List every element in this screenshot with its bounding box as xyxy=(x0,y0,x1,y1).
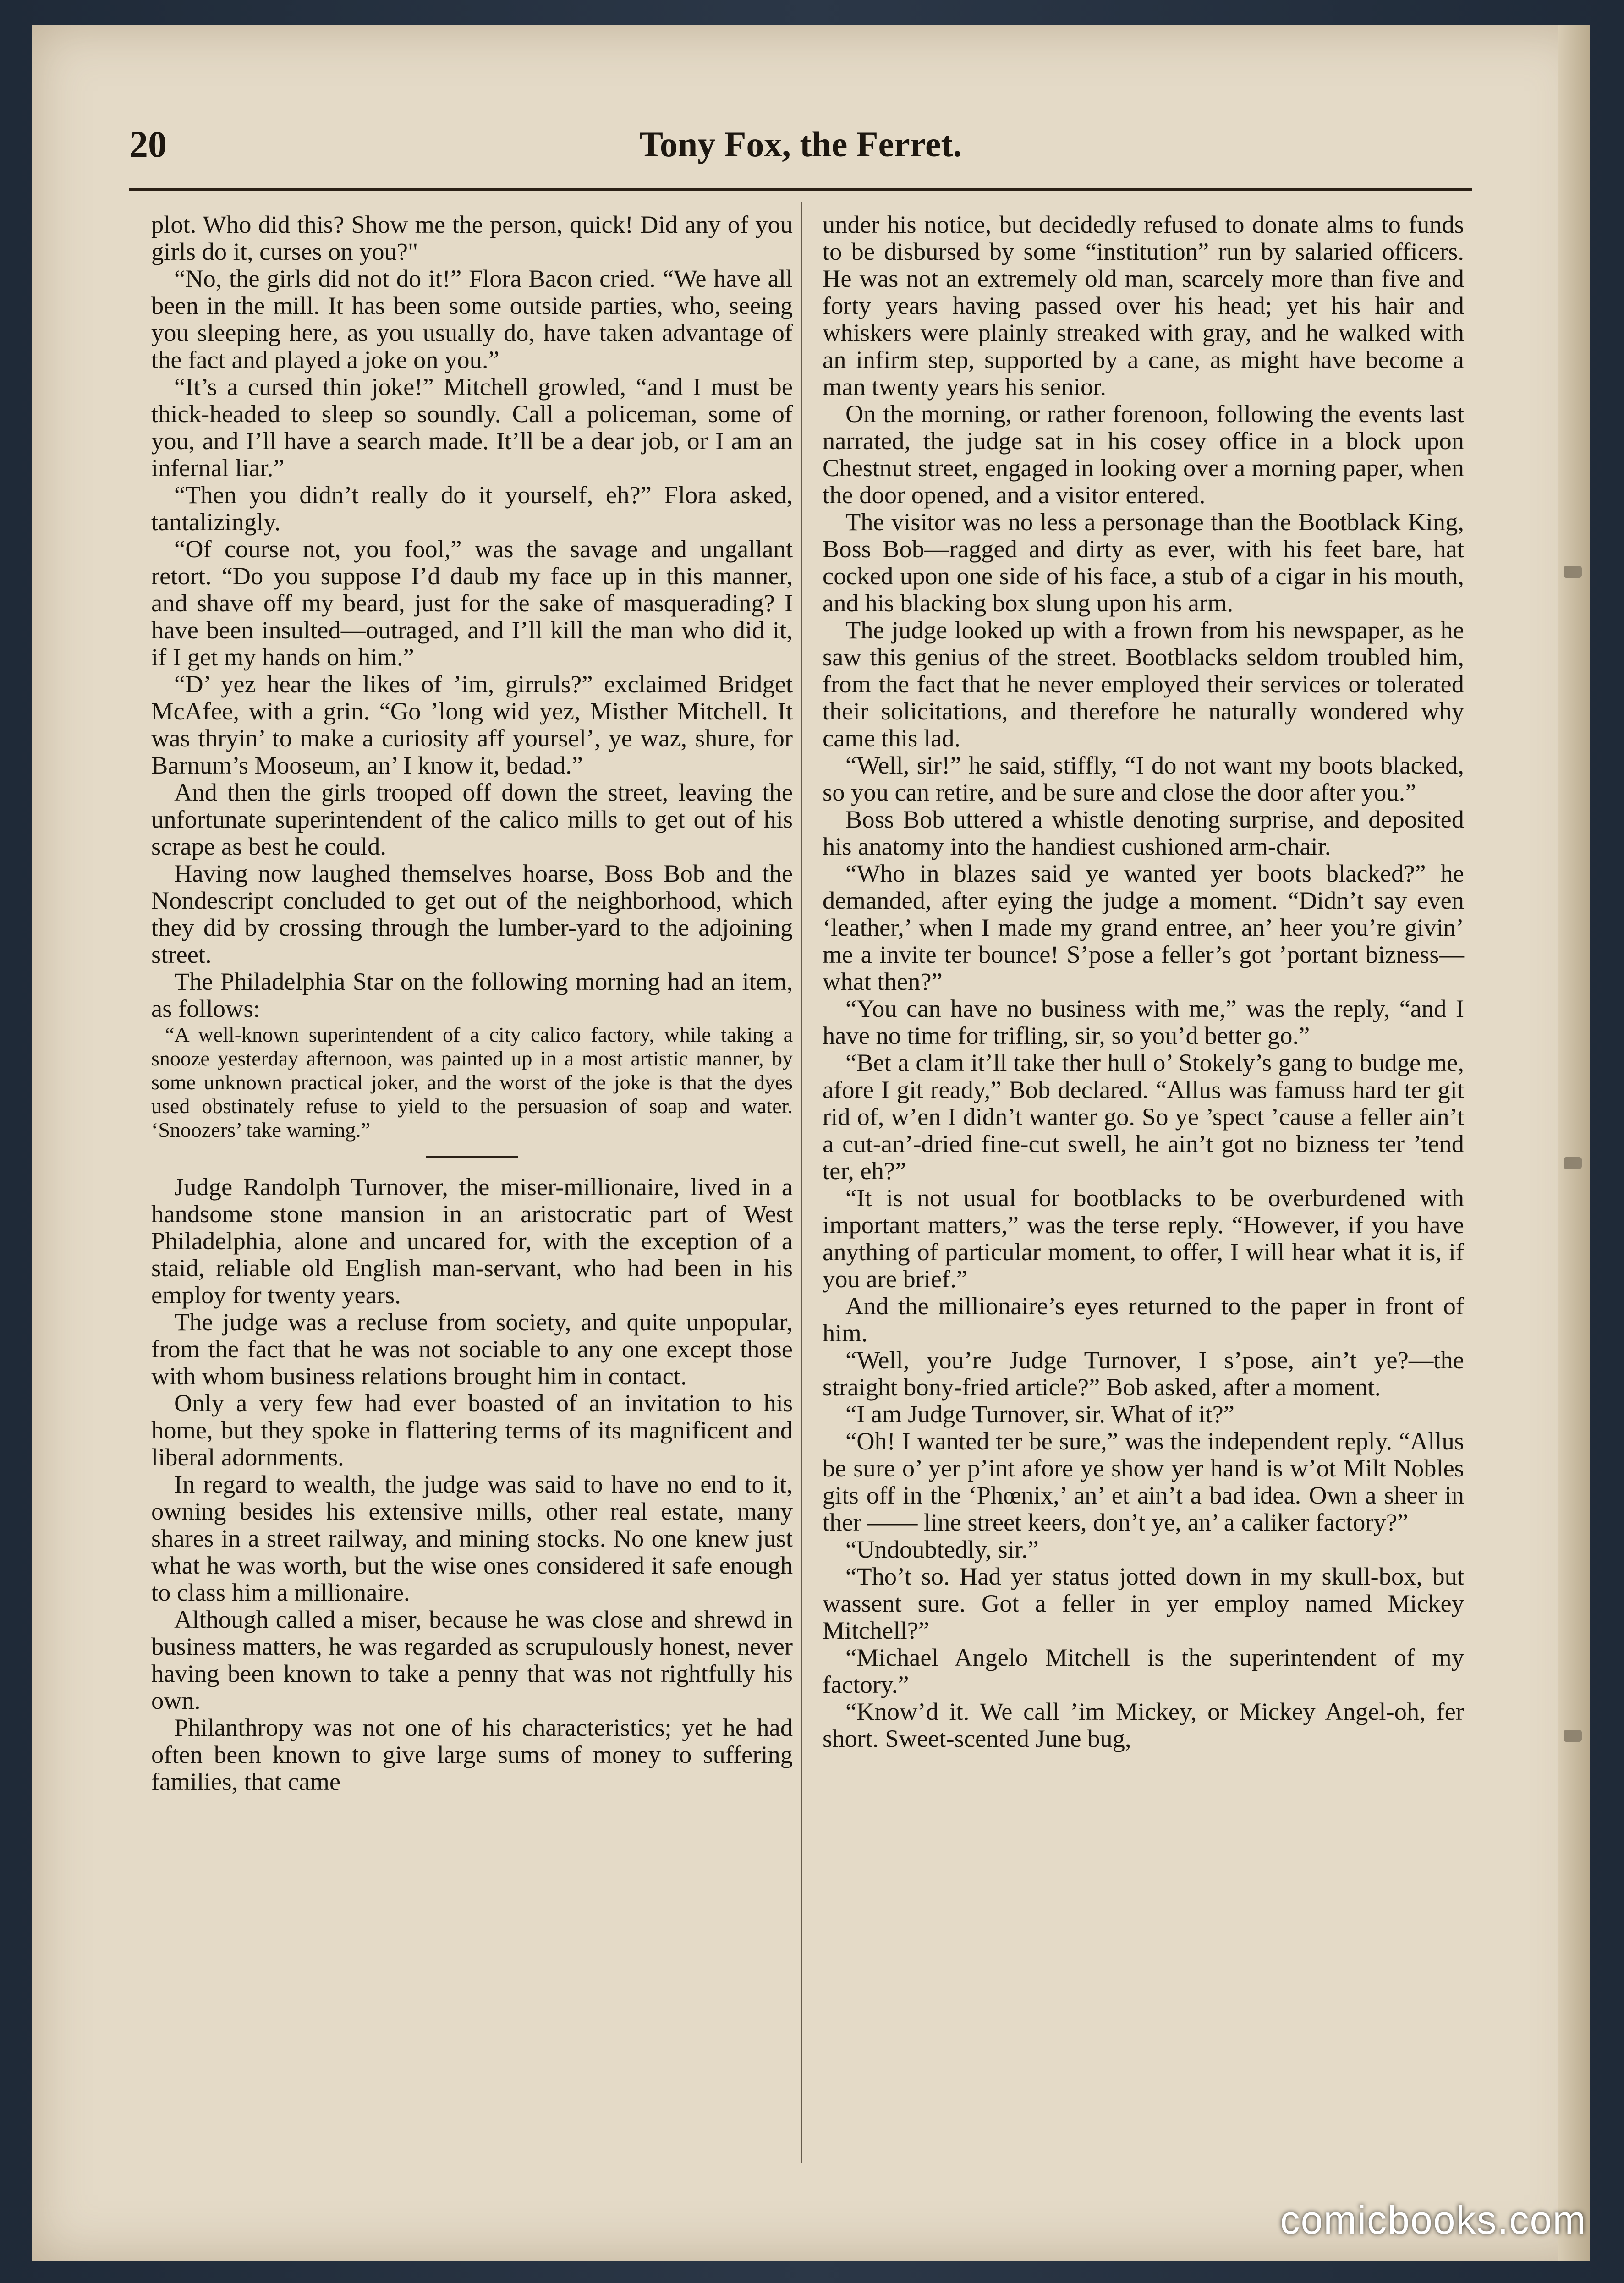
quoted-item: “A well-known superintendent of a city calico factory, while taking a snooze yesterday afternoon, was painted up in a most artistic manner, by some unknown practical joker, and the worst of the joke is that the dyes used obstinately refuse to yield to the persuasion of soap and water. ‘Snoozers’ take warning.” xyxy=(151,1023,793,1142)
paragraph: “Well, you’re Judge Turnover, I s’pose, ain’t ye?—the straight bony-fried article?” Bob asked, after a moment. xyxy=(823,1346,1464,1401)
running-title: Tony Fox, the Ferret. xyxy=(639,124,962,164)
paragraph: On the morning, or rather forenoon, following the events last narrated, the judge sat in his cosey office in a block upon Chestnut street, engaged in looking over a morning paper, when the door opened, and a visitor entered. xyxy=(823,400,1464,509)
paragraph: “Oh! I wanted ter be sure,” was the independent reply. “Allus be sure o’ yer p’int afore ye show yer hand is w’ot Milt Nobles gits off in the ‘Phœnix,’ an’ et ain’t a bad idea. Own a sheer in ther —— line street keers, don’t ye, an’ a caliker factory?” xyxy=(823,1427,1464,1536)
paragraph: And the millionaire’s eyes returned to the paper in front of him. xyxy=(823,1292,1464,1347)
paragraph: “Well, sir!” he said, stiffly, “I do not want my boots blacked, so you can retire, and be sure and close the door after you.” xyxy=(823,751,1464,806)
paragraph: “Who in blazes said ye wanted yer boots blacked?” he demanded, after eying the judge a moment. “Didn’t say even ‘leather,’ when I made my grand entree, an’ heer you’re givin’ me a invite ter bounce! S’pose a feller’s got ’portant bizness—what then?” xyxy=(823,859,1464,995)
paragraph: Philanthropy was not one of his characteristics; yet he had often been known to give large sums of money to suffering families, that came xyxy=(151,1713,793,1795)
page-spine xyxy=(1558,25,1590,2261)
paragraph: The visitor was no less a personage than the Bootblack King, Boss Bob—ragged and dirty as ever, with his feet bare, hat cocked upon one side of his face, a stub of a cigar in his mouth, and his blacking box slung upon his arm. xyxy=(823,508,1464,617)
paragraph: “Bet a clam it’ll take ther hull o’ Stokely’s gang to budge me, afore I git ready,” Bob declared. “Allus was famuss hard ter git rid of, w’en I didn’t wanter go. So ye ’spect ’cause a feller ain’t a cut-an’-dried fine-cut swell, he ain’t got no bizness ter ’tend ter, eh?” xyxy=(823,1048,1464,1185)
column-divider xyxy=(801,202,802,2163)
paragraph: The judge was a recluse from society, and quite unpopular, from the fact that he was not sociable to any one except those with whom business relations brought him in contact. xyxy=(151,1308,793,1390)
paragraph: “D’ yez hear the likes of ’im, girruls?” exclaimed Bridget McAfee, with a grin. “Go ’long wid yez, Misther Mitchell. It was thryin’ to make a curiosity aff yoursel’, ye waz, shure, for Barnum’s Mooseum, an’ I know it, bedad.” xyxy=(151,670,793,779)
paragraph: Judge Randolph Turnover, the miser-millionaire, lived in a handsome stone mansion in an aristocratic part of West Philadelphia, alone and uncared for, with the exception of a staid, reliable old English man-servant, who had been in his employ for twenty years. xyxy=(151,1173,793,1309)
watermark: comicbooks.com xyxy=(1280,2198,1586,2242)
paragraph: “Of course not, you fool,” was the savage and ungallant retort. “Do you suppose I’d daub my face up in this manner, and shave off my beard, just for the sake of masquerading? I have been insulted—outraged, and I’ll kill the man who did it, if I get my hands on him.” xyxy=(151,535,793,671)
paragraph: “It’s a cursed thin joke!” Mitchell growled, “and I must be thick-headed to sleep so soundly. Call a policeman, some of you, and I’ll have a search made. It’ll be a dear job, or I am an infernal liar.” xyxy=(151,373,793,482)
paragraph: plot. Who did this? Show me the person, quick! Did any of you girls do it, curses on you?" xyxy=(151,210,793,265)
page-number: 20 xyxy=(129,123,167,165)
section-divider xyxy=(426,1156,518,1158)
running-head xyxy=(129,124,1472,165)
paragraph: Only a very few had ever boasted of an invitation to his home, but they spoke in flattering terms of its magnificent and liberal adornments. xyxy=(151,1389,793,1471)
paragraph: under his notice, but decidedly refused to donate alms to funds to be disbursed by some “institution” run by salaried officers. He was not an extremely old man, scarcely more than five and forty years having passed over his head; yet his hair and whiskers were plainly streaked with gray, and he walked with an infirm step, supported by a cane, as might have become a man twenty years his senior. xyxy=(823,210,1464,401)
binding-stitch xyxy=(1564,1157,1582,1169)
binding-stitch xyxy=(1564,566,1582,578)
right-column xyxy=(823,211,1464,1752)
paragraph: Boss Bob uttered a whistle denoting surprise, and deposited his anatomy into the handiest cushioned arm-chair. xyxy=(823,805,1464,860)
paragraph: “You can have no business with me,” was the reply, “and I have no time for trifling, sir, so you’d better go.” xyxy=(823,994,1464,1049)
paragraph: Having now laughed themselves hoarse, Boss Bob and the Nondescript concluded to get out of the neighborhood, which they did by crossing through the lumber-yard to the adjoining street. xyxy=(151,859,793,968)
paragraph: “It is not usual for bootblacks to be overburdened with important matters,” was the terse reply. “However, if you have anything of particular moment, to offer, I will hear what it is, if you are brief.” xyxy=(823,1184,1464,1293)
paragraph: Although called a miser, because he was close and shrewd in business matters, he was regarded as scrupulously honest, never having been known to take a penny that was not rightfully his own. xyxy=(151,1605,793,1714)
left-column xyxy=(151,211,793,1795)
paragraph: And then the girls trooped off down the street, leaving the unfortunate superintendent of the calico mills to get out of his scrape as best he could. xyxy=(151,778,793,860)
binding-stitch xyxy=(1564,1730,1582,1742)
paragraph: In regard to wealth, the judge was said to have no end to it, owning besides his extensive mills, other real estate, many shares in a street railway, and mining stocks. No one knew just what he was worth, but the wise ones considered it safe enough to class him a millionaire. xyxy=(151,1470,793,1606)
paragraph: “Know’d it. We call ’im Mickey, or Mickey Angel-oh, fer short. Sweet-scented June bug, xyxy=(823,1697,1464,1752)
header-rule xyxy=(129,188,1472,191)
paragraph: “Michael Angelo Mitchell is the superintendent of my factory.” xyxy=(823,1643,1464,1698)
paragraph: The Philadelphia Star on the following morning had an item, as follows: xyxy=(151,967,793,1022)
paragraph: The judge looked up with a frown from his newspaper, as he saw this genius of the street. Bootblacks seldom troubled him, from the fact that he never employed their services or tolerated their solicitations, and therefore he naturally wondered why came this lad. xyxy=(823,616,1464,752)
paragraph: “Then you didn’t really do it yourself, eh?” Flora asked, tantalizingly. xyxy=(151,481,793,536)
paragraph: “Tho’t so. Had yer status jotted down in my skull-box, but wassent sure. Got a feller in yer employ named Mickey Mitchell?” xyxy=(823,1562,1464,1644)
paragraph: “Undoubtedly, sir.” xyxy=(845,1535,1039,1563)
paragraph: “No, the girls did not do it!” Flora Bacon cried. “We have all been in the mill. It has been some outside parties, who, seeing you sleeping here, as you usually do, have taken advantage of the fact and played a joke on you.” xyxy=(151,264,793,373)
paragraph: “I am Judge Turnover, sir. What of it?” xyxy=(845,1400,1234,1428)
